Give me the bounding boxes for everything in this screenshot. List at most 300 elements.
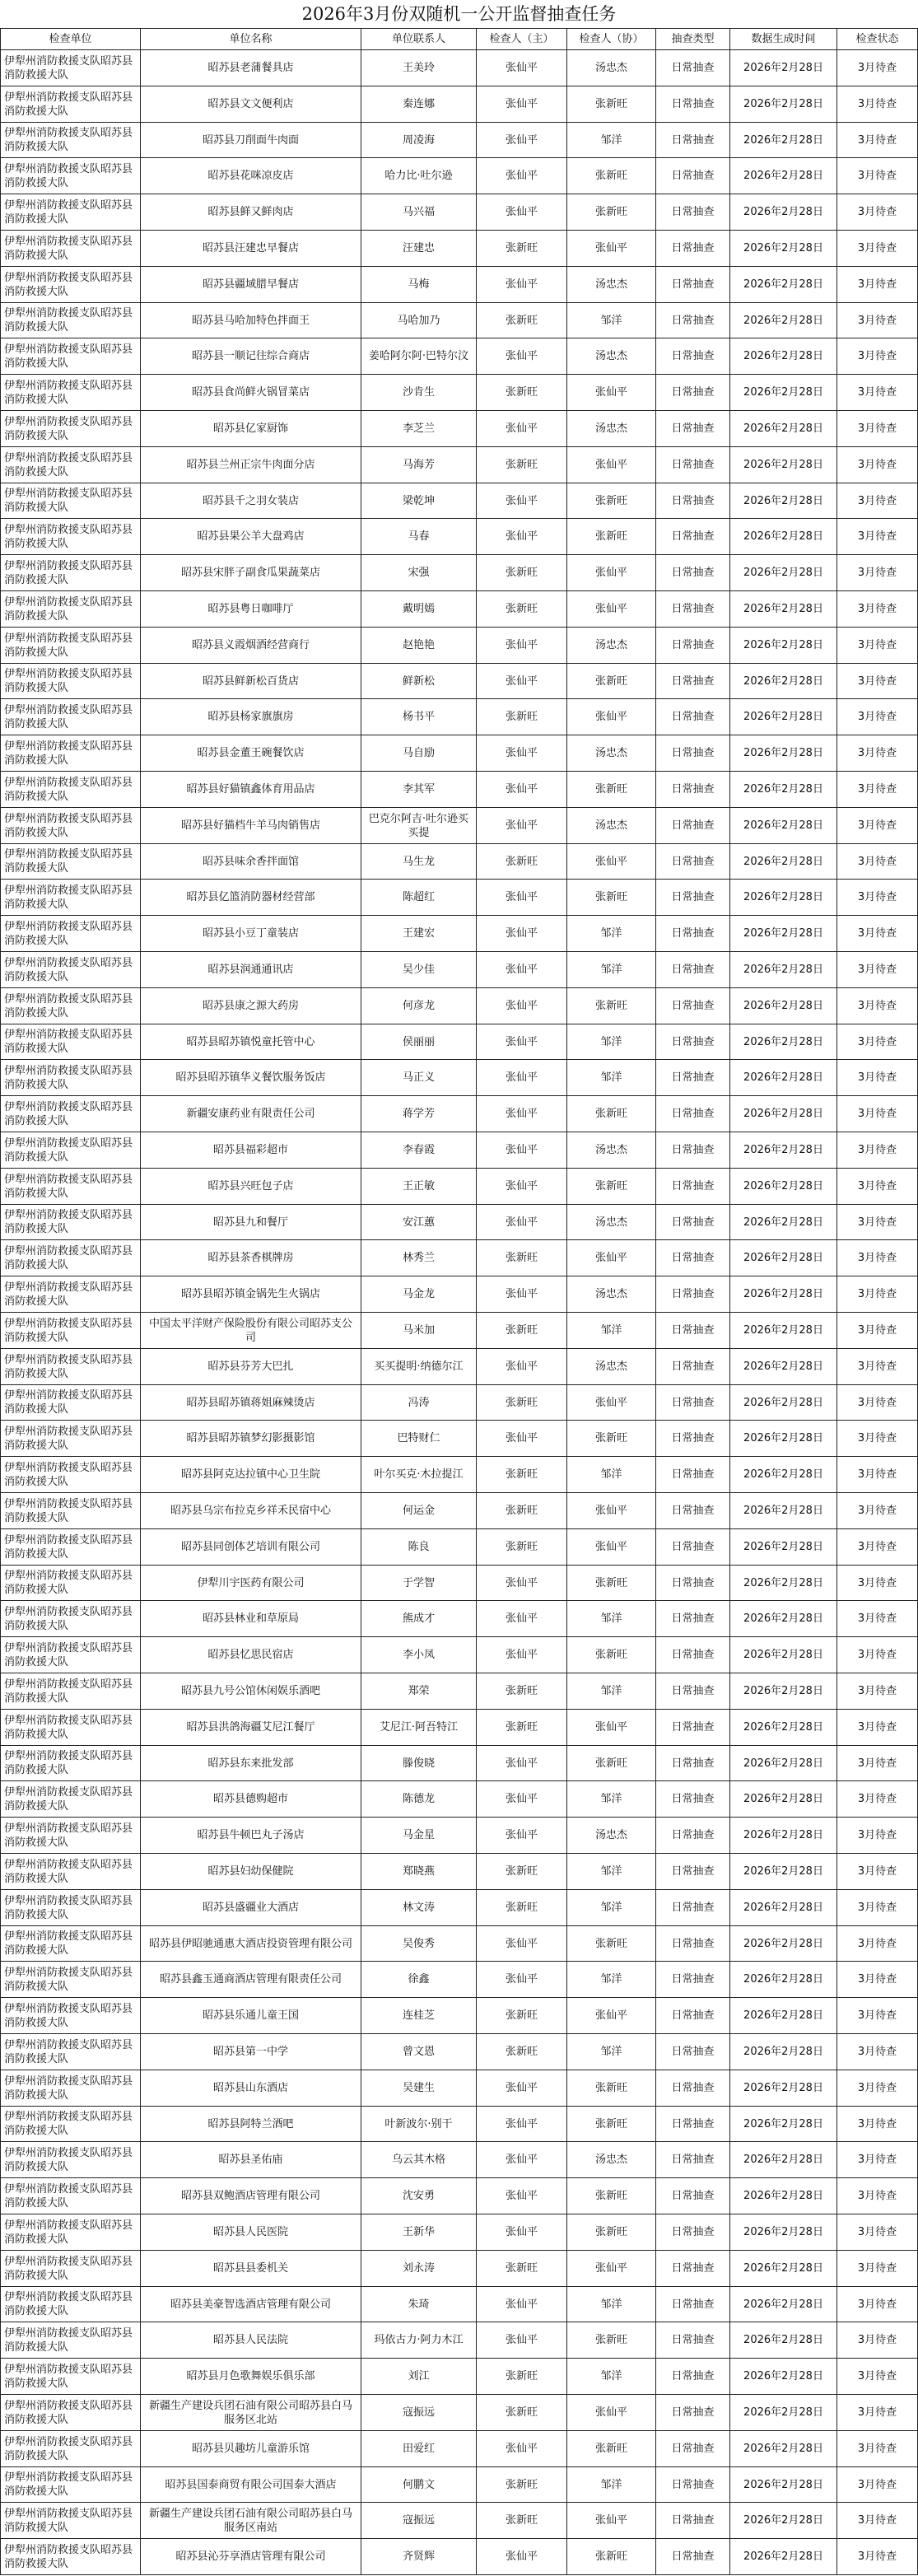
- company-name-cell: 昭苏县县委机关: [141, 2251, 361, 2287]
- company-name-cell: 昭苏县茶香棋牌房: [141, 1240, 361, 1276]
- lead-inspector-cell: 张新旺: [477, 1240, 567, 1276]
- table-row: [1, 1962, 918, 1998]
- contact-cell: 马自励: [361, 735, 477, 772]
- status-cell: 3月待查: [837, 880, 918, 916]
- lead-inspector-cell: 张仙平: [477, 1781, 567, 1818]
- lead-inspector-cell: 张新旺: [477, 1313, 567, 1349]
- lead-inspector-cell: 张仙平: [477, 267, 567, 303]
- table-row: [1, 1493, 918, 1529]
- table-row: [1, 1457, 918, 1493]
- generated-date-cell: 2026年2月28日: [730, 1240, 837, 1276]
- status-cell: 3月待查: [837, 952, 918, 988]
- assist-inspector-cell: 邹洋: [567, 2034, 656, 2070]
- inspection-unit-cell: 伊犁州消防救援支队昭苏县消防救援大队: [1, 1998, 141, 2034]
- status-cell: 3月待查: [837, 1493, 918, 1529]
- generated-date-cell: 2026年2月28日: [730, 591, 837, 628]
- generated-date-cell: 2026年2月28日: [730, 2070, 837, 2107]
- inspection-unit-cell: 伊犁州消防救援支队昭苏县消防救援大队: [1, 916, 141, 952]
- lead-inspector-cell: 张仙平: [477, 2322, 567, 2359]
- inspection-unit-cell: 伊犁州消防救援支队昭苏县消防救援大队: [1, 844, 141, 880]
- assist-inspector-cell: 张新旺: [567, 772, 656, 808]
- lead-inspector-cell: 张仙平: [477, 1566, 567, 1601]
- generated-date-cell: 2026年2月28日: [730, 1601, 837, 1637]
- assist-inspector-cell: 张新旺: [567, 2178, 656, 2214]
- company-name-cell: 昭苏县双鲍酒店管理有限公司: [141, 2178, 361, 2214]
- lead-inspector-cell: 张仙平: [477, 1349, 567, 1385]
- check-type-cell: 日常抽查: [656, 1349, 730, 1385]
- table-row: [1, 1024, 918, 1060]
- lead-inspector-cell: 张新旺: [477, 591, 567, 628]
- company-name-cell: 昭苏县伊昭驰通惠大酒店投资管理有限公司: [141, 1926, 361, 1962]
- contact-cell: 熊成才: [361, 1601, 477, 1637]
- lead-inspector-cell: 张仙平: [477, 1169, 567, 1205]
- lead-inspector-cell: 张新旺: [477, 1529, 567, 1566]
- check-type-cell: 日常抽查: [656, 1385, 730, 1421]
- status-cell: 3月待查: [837, 50, 918, 86]
- company-name-cell: 伊犁川宇医药有限公司: [141, 1566, 361, 1601]
- generated-date-cell: 2026年2月28日: [730, 1746, 837, 1781]
- lead-inspector-cell: 张新旺: [477, 1457, 567, 1493]
- contact-cell: 陈超红: [361, 880, 477, 916]
- table-row: [1, 916, 918, 952]
- status-cell: 3月待查: [837, 1457, 918, 1493]
- lead-inspector-cell: 张新旺: [477, 1890, 567, 1926]
- inspection-unit-cell: 伊犁州消防救援支队昭苏县消防救援大队: [1, 447, 141, 483]
- inspection-unit-cell: 伊犁州消防救援支队昭苏县消防救援大队: [1, 735, 141, 772]
- status-cell: 3月待查: [837, 2107, 918, 2142]
- check-type-cell: 日常抽查: [656, 1637, 730, 1673]
- generated-date-cell: 2026年2月28日: [730, 844, 837, 880]
- check-type-cell: 日常抽查: [656, 2467, 730, 2503]
- assist-inspector-cell: 邹洋: [567, 1890, 656, 1926]
- table-row: [1, 2359, 918, 2395]
- check-type-cell: 日常抽查: [656, 2034, 730, 2070]
- inspection-unit-cell: 伊犁州消防救援支队昭苏县消防救援大队: [1, 1673, 141, 1710]
- generated-date-cell: 2026年2月28日: [730, 808, 837, 844]
- status-cell: 3月待查: [837, 86, 918, 123]
- lead-inspector-cell: 张新旺: [477, 1493, 567, 1529]
- contact-cell: 何彦龙: [361, 988, 477, 1024]
- check-type-cell: 日常抽查: [656, 50, 730, 86]
- contact-cell: 何鹏文: [361, 2467, 477, 2503]
- company-name-cell: 昭苏县乌宗布拉克乡祥禾民宿中心: [141, 1493, 361, 1529]
- assist-inspector-cell: 邹洋: [567, 1457, 656, 1493]
- generated-date-cell: 2026年2月28日: [730, 1457, 837, 1493]
- check-type-cell: 日常抽查: [656, 1132, 730, 1169]
- company-name-cell: 昭苏县国泰商贸有限公司国泰大酒店: [141, 2467, 361, 2503]
- check-type-cell: 日常抽查: [656, 338, 730, 375]
- header-inspection-unit: 检查单位: [1, 29, 141, 50]
- assist-inspector-cell: 张仙平: [567, 2251, 656, 2287]
- status-cell: 3月待查: [837, 338, 918, 375]
- generated-date-cell: 2026年2月28日: [730, 2467, 837, 2503]
- lead-inspector-cell: 张新旺: [477, 1998, 567, 2034]
- lead-inspector-cell: 张仙平: [477, 2107, 567, 2142]
- table-row: [1, 2142, 918, 2178]
- generated-date-cell: 2026年2月28日: [730, 447, 837, 483]
- status-cell: 3月待查: [837, 2070, 918, 2107]
- assist-inspector-cell: 张仙平: [567, 375, 656, 411]
- generated-date-cell: 2026年2月28日: [730, 1890, 837, 1926]
- company-name-cell: 新疆安康药业有限责任公司: [141, 1096, 361, 1132]
- inspection-unit-cell: 伊犁州消防救援支队昭苏县消防救援大队: [1, 1132, 141, 1169]
- table-row: [1, 2287, 918, 2322]
- assist-inspector-cell: 邹洋: [567, 1060, 656, 1096]
- header-row: [1, 29, 918, 50]
- lead-inspector-cell: 张仙平: [477, 194, 567, 231]
- inspection-unit-cell: 伊犁州消防救援支队昭苏县消防救援大队: [1, 1746, 141, 1781]
- lead-inspector-cell: 张仙平: [477, 2539, 567, 2575]
- table-row: [1, 267, 918, 303]
- inspection-unit-cell: 伊犁州消防救援支队昭苏县消防救援大队: [1, 591, 141, 628]
- check-type-cell: 日常抽查: [656, 267, 730, 303]
- inspection-unit-cell: 伊犁州消防救援支队昭苏县消防救援大队: [1, 2322, 141, 2359]
- contact-cell: 于学智: [361, 1566, 477, 1601]
- assist-inspector-cell: 张仙平: [567, 844, 656, 880]
- lead-inspector-cell: 张仙平: [477, 916, 567, 952]
- contact-cell: 马兴福: [361, 194, 477, 231]
- check-type-cell: 日常抽查: [656, 699, 730, 735]
- inspection-unit-cell: 伊犁州消防救援支队昭苏县消防救援大队: [1, 2539, 141, 2575]
- contact-cell: 马生龙: [361, 844, 477, 880]
- contact-cell: 齐贤辉: [361, 2539, 477, 2575]
- generated-date-cell: 2026年2月28日: [730, 158, 837, 194]
- inspection-unit-cell: 伊犁州消防救援支队昭苏县消防救援大队: [1, 555, 141, 591]
- check-type-cell: 日常抽查: [656, 1818, 730, 1854]
- status-cell: 3月待查: [837, 231, 918, 267]
- check-type-cell: 日常抽查: [656, 86, 730, 123]
- generated-date-cell: 2026年2月28日: [730, 50, 837, 86]
- inspection-table-container: [0, 28, 917, 2574]
- generated-date-cell: 2026年2月28日: [730, 267, 837, 303]
- lead-inspector-cell: 张仙平: [477, 1060, 567, 1096]
- status-cell: 3月待查: [837, 303, 918, 338]
- company-name-cell: 昭苏县康之源大药房: [141, 988, 361, 1024]
- company-name-cell: 昭苏县沁芬享酒店管理有限公司: [141, 2539, 361, 2575]
- check-type-cell: 日常抽查: [656, 1060, 730, 1096]
- assist-inspector-cell: 张仙平: [567, 2395, 656, 2431]
- status-cell: 3月待查: [837, 2178, 918, 2214]
- assist-inspector-cell: 邹洋: [567, 2287, 656, 2322]
- assist-inspector-cell: 汤忠杰: [567, 808, 656, 844]
- status-cell: 3月待查: [837, 2431, 918, 2467]
- company-name-cell: 昭苏县第一中学: [141, 2034, 361, 2070]
- status-cell: 3月待查: [837, 555, 918, 591]
- table-row: [1, 591, 918, 628]
- check-type-cell: 日常抽查: [656, 2178, 730, 2214]
- contact-cell: 刘永涛: [361, 2251, 477, 2287]
- status-cell: 3月待查: [837, 2214, 918, 2251]
- check-type-cell: 日常抽查: [656, 808, 730, 844]
- status-cell: 3月待查: [837, 988, 918, 1024]
- company-name-cell: 昭苏县牛顿巴丸子汤店: [141, 1818, 361, 1854]
- contact-cell: 王正敏: [361, 1169, 477, 1205]
- contact-cell: 哈力比·吐尔逊: [361, 158, 477, 194]
- status-cell: 3月待查: [837, 1313, 918, 1349]
- generated-date-cell: 2026年2月28日: [730, 2107, 837, 2142]
- table-row: [1, 735, 918, 772]
- lead-inspector-cell: 张新旺: [477, 375, 567, 411]
- table-row: [1, 2034, 918, 2070]
- check-type-cell: 日常抽查: [656, 1746, 730, 1781]
- company-name-cell: 昭苏县鑫玉通商酒店管理有限责任公司: [141, 1962, 361, 1998]
- inspection-unit-cell: 伊犁州消防救援支队昭苏县消防救援大队: [1, 2359, 141, 2395]
- lead-inspector-cell: 张仙平: [477, 1132, 567, 1169]
- company-name-cell: 昭苏县食尚鲜火锅冒菜店: [141, 375, 361, 411]
- contact-cell: 玛依古力·阿力木江: [361, 2322, 477, 2359]
- company-name-cell: 昭苏县刀削面牛肉面: [141, 123, 361, 158]
- contact-cell: 巴克尔阿吉·吐尔逊买买提: [361, 808, 477, 844]
- contact-cell: 陈德龙: [361, 1781, 477, 1818]
- contact-cell: 巴特财仁: [361, 1421, 477, 1457]
- inspection-unit-cell: 伊犁州消防救援支队昭苏县消防救援大队: [1, 50, 141, 86]
- lead-inspector-cell: 张仙平: [477, 1024, 567, 1060]
- check-type-cell: 日常抽查: [656, 591, 730, 628]
- company-name-cell: 昭苏县阿克达拉镇中心卫生院: [141, 1457, 361, 1493]
- generated-date-cell: 2026年2月28日: [730, 86, 837, 123]
- assist-inspector-cell: 汤忠杰: [567, 338, 656, 375]
- status-cell: 3月待查: [837, 375, 918, 411]
- check-type-cell: 日常抽查: [656, 2503, 730, 2539]
- inspection-unit-cell: 伊犁州消防救援支队昭苏县消防救援大队: [1, 1276, 141, 1313]
- company-name-cell: 昭苏县福彩超市: [141, 1132, 361, 1169]
- assist-inspector-cell: 张新旺: [567, 2539, 656, 2575]
- company-name-cell: 昭苏县粤日咖啡厅: [141, 591, 361, 628]
- assist-inspector-cell: 张新旺: [567, 194, 656, 231]
- company-name-cell: 昭苏县洪鸽海疆艾尼江餐厅: [141, 1710, 361, 1746]
- inspection-unit-cell: 伊犁州消防救援支队昭苏县消防救援大队: [1, 375, 141, 411]
- contact-cell: 沙肯生: [361, 375, 477, 411]
- generated-date-cell: 2026年2月28日: [730, 1060, 837, 1096]
- check-type-cell: 日常抽查: [656, 1926, 730, 1962]
- inspection-unit-cell: 伊犁州消防救援支队昭苏县消防救援大队: [1, 2431, 141, 2467]
- generated-date-cell: 2026年2月28日: [730, 1096, 837, 1132]
- generated-date-cell: 2026年2月28日: [730, 2395, 837, 2431]
- contact-cell: 叶尔买克·木拉提江: [361, 1457, 477, 1493]
- contact-cell: 马米加: [361, 1313, 477, 1349]
- check-type-cell: 日常抽查: [656, 123, 730, 158]
- status-cell: 3月待查: [837, 123, 918, 158]
- assist-inspector-cell: 汤忠杰: [567, 735, 656, 772]
- table-row: [1, 483, 918, 519]
- check-type-cell: 日常抽查: [656, 2395, 730, 2431]
- check-type-cell: 日常抽查: [656, 1529, 730, 1566]
- status-cell: 3月待查: [837, 2503, 918, 2539]
- status-cell: 3月待查: [837, 1276, 918, 1313]
- contact-cell: 寇振远: [361, 2503, 477, 2539]
- table-row: [1, 1060, 918, 1096]
- contact-cell: 戴明嫣: [361, 591, 477, 628]
- assist-inspector-cell: 张新旺: [567, 1746, 656, 1781]
- assist-inspector-cell: 张新旺: [567, 664, 656, 699]
- lead-inspector-cell: 张仙平: [477, 158, 567, 194]
- inspection-unit-cell: 伊犁州消防救援支队昭苏县消防救援大队: [1, 808, 141, 844]
- check-type-cell: 日常抽查: [656, 1096, 730, 1132]
- table-row: [1, 1637, 918, 1673]
- table-row: [1, 303, 918, 338]
- status-cell: 3月待查: [837, 194, 918, 231]
- company-name-cell: 昭苏县林业和草原局: [141, 1601, 361, 1637]
- check-type-cell: 日常抽查: [656, 1276, 730, 1313]
- status-cell: 3月待查: [837, 1529, 918, 1566]
- status-cell: 3月待查: [837, 2034, 918, 2070]
- inspection-unit-cell: 伊犁州消防救援支队昭苏县消防救援大队: [1, 303, 141, 338]
- generated-date-cell: 2026年2月28日: [730, 303, 837, 338]
- assist-inspector-cell: 张新旺: [567, 86, 656, 123]
- assist-inspector-cell: 汤忠杰: [567, 1818, 656, 1854]
- inspection-unit-cell: 伊犁州消防救援支队昭苏县消防救援大队: [1, 1024, 141, 1060]
- generated-date-cell: 2026年2月28日: [730, 1276, 837, 1313]
- company-name-cell: 昭苏县义霞烟酒经营商行: [141, 628, 361, 664]
- generated-date-cell: 2026年2月28日: [730, 1781, 837, 1818]
- contact-cell: 马海芳: [361, 447, 477, 483]
- assist-inspector-cell: 张仙平: [567, 1240, 656, 1276]
- company-name-cell: 昭苏县兴旺包子店: [141, 1169, 361, 1205]
- contact-cell: 李其军: [361, 772, 477, 808]
- lead-inspector-cell: 张新旺: [477, 303, 567, 338]
- generated-date-cell: 2026年2月28日: [730, 519, 837, 555]
- table-row: [1, 1205, 918, 1240]
- status-cell: 3月待查: [837, 1349, 918, 1385]
- lead-inspector-cell: 张新旺: [477, 1854, 567, 1890]
- contact-cell: 汪建忠: [361, 231, 477, 267]
- check-type-cell: 日常抽查: [656, 231, 730, 267]
- check-type-cell: 日常抽查: [656, 2359, 730, 2395]
- check-type-cell: 日常抽查: [656, 1854, 730, 1890]
- company-name-cell: 昭苏县妇幼保健院: [141, 1854, 361, 1890]
- header-company-name: 单位名称: [141, 29, 361, 50]
- inspection-unit-cell: 伊犁州消防救援支队昭苏县消防救援大队: [1, 1060, 141, 1096]
- status-cell: 3月待查: [837, 158, 918, 194]
- status-cell: 3月待查: [837, 664, 918, 699]
- assist-inspector-cell: 张仙平: [567, 1998, 656, 2034]
- check-type-cell: 日常抽查: [656, 664, 730, 699]
- lead-inspector-cell: 张仙平: [477, 338, 567, 375]
- status-cell: 3月待查: [837, 1637, 918, 1673]
- lead-inspector-cell: 张仙平: [477, 2178, 567, 2214]
- lead-inspector-cell: 张仙平: [477, 2070, 567, 2107]
- contact-cell: 梁乾坤: [361, 483, 477, 519]
- assist-inspector-cell: 汤忠杰: [567, 628, 656, 664]
- inspection-unit-cell: 伊犁州消防救援支队昭苏县消防救援大队: [1, 519, 141, 555]
- table-row: [1, 2214, 918, 2251]
- company-name-cell: 昭苏县润通通讯店: [141, 952, 361, 988]
- check-type-cell: 日常抽查: [656, 2322, 730, 2359]
- inspection-unit-cell: 伊犁州消防救援支队昭苏县消防救援大队: [1, 628, 141, 664]
- generated-date-cell: 2026年2月28日: [730, 123, 837, 158]
- company-name-cell: 昭苏县盛疆业大酒店: [141, 1890, 361, 1926]
- assist-inspector-cell: 张新旺: [567, 1637, 656, 1673]
- check-type-cell: 日常抽查: [656, 916, 730, 952]
- lead-inspector-cell: 张仙平: [477, 1926, 567, 1962]
- check-type-cell: 日常抽查: [656, 1313, 730, 1349]
- contact-cell: 姜哈阿尔阿·巴特尔汶: [361, 338, 477, 375]
- lead-inspector-cell: 张仙平: [477, 988, 567, 1024]
- inspection-unit-cell: 伊犁州消防救援支队昭苏县消防救援大队: [1, 1457, 141, 1493]
- assist-inspector-cell: 张仙平: [567, 591, 656, 628]
- lead-inspector-cell: 张新旺: [477, 231, 567, 267]
- check-type-cell: 日常抽查: [656, 880, 730, 916]
- assist-inspector-cell: 张仙平: [567, 2503, 656, 2539]
- header-status: 检查状态: [837, 29, 918, 50]
- company-name-cell: 新疆生产建设兵团石油有限公司昭苏县白马服务区南站: [141, 2503, 361, 2539]
- generated-date-cell: 2026年2月28日: [730, 1854, 837, 1890]
- lead-inspector-cell: 张新旺: [477, 1673, 567, 1710]
- inspection-unit-cell: 伊犁州消防救援支队昭苏县消防救援大队: [1, 86, 141, 123]
- inspection-unit-cell: 伊犁州消防救援支队昭苏县消防救援大队: [1, 1096, 141, 1132]
- assist-inspector-cell: 汤忠杰: [567, 411, 656, 447]
- table-body: [1, 50, 918, 2575]
- check-type-cell: 日常抽查: [656, 1710, 730, 1746]
- generated-date-cell: 2026年2月28日: [730, 2359, 837, 2395]
- inspection-unit-cell: 伊犁州消防救援支队昭苏县消防救援大队: [1, 1205, 141, 1240]
- inspection-unit-cell: 伊犁州消防救援支队昭苏县消防救援大队: [1, 880, 141, 916]
- status-cell: 3月待查: [837, 2251, 918, 2287]
- generated-date-cell: 2026年2月28日: [730, 1205, 837, 1240]
- inspection-unit-cell: 伊犁州消防救援支队昭苏县消防救援大队: [1, 1818, 141, 1854]
- lead-inspector-cell: 张仙平: [477, 50, 567, 86]
- generated-date-cell: 2026年2月28日: [730, 1421, 837, 1457]
- lead-inspector-cell: 张仙平: [477, 628, 567, 664]
- generated-date-cell: 2026年2月28日: [730, 2503, 837, 2539]
- assist-inspector-cell: 邹洋: [567, 123, 656, 158]
- lead-inspector-cell: 张仙平: [477, 86, 567, 123]
- generated-date-cell: 2026年2月28日: [730, 1926, 837, 1962]
- contact-cell: 马春: [361, 519, 477, 555]
- company-name-cell: 昭苏县金董王碗餐饮店: [141, 735, 361, 772]
- inspection-table: [0, 28, 918, 2575]
- status-cell: 3月待查: [837, 1710, 918, 1746]
- contact-cell: 何运金: [361, 1493, 477, 1529]
- table-row: [1, 628, 918, 664]
- status-cell: 3月待查: [837, 591, 918, 628]
- status-cell: 3月待查: [837, 1240, 918, 1276]
- contact-cell: 安江蕙: [361, 1205, 477, 1240]
- table-row: [1, 2431, 918, 2467]
- table-row: [1, 2070, 918, 2107]
- inspection-unit-cell: 伊犁州消防救援支队昭苏县消防救援大队: [1, 1385, 141, 1421]
- table-row: [1, 1601, 918, 1637]
- company-name-cell: 昭苏县忆思民宿店: [141, 1637, 361, 1673]
- contact-cell: 曾文恩: [361, 2034, 477, 2070]
- contact-cell: 林秀兰: [361, 1240, 477, 1276]
- company-name-cell: 昭苏县汪建忠早餐店: [141, 231, 361, 267]
- assist-inspector-cell: 张新旺: [567, 158, 656, 194]
- table-row: [1, 1710, 918, 1746]
- lead-inspector-cell: 张新旺: [477, 844, 567, 880]
- check-type-cell: 日常抽查: [656, 375, 730, 411]
- generated-date-cell: 2026年2月28日: [730, 952, 837, 988]
- generated-date-cell: 2026年2月28日: [730, 1132, 837, 1169]
- company-name-cell: 昭苏县好猫档牛羊马肉销售店: [141, 808, 361, 844]
- company-name-cell: 新疆生产建设兵团石油有限公司昭苏县白马服务区北站: [141, 2395, 361, 2431]
- assist-inspector-cell: 张仙平: [567, 555, 656, 591]
- generated-date-cell: 2026年2月28日: [730, 699, 837, 735]
- generated-date-cell: 2026年2月28日: [730, 1637, 837, 1673]
- company-name-cell: 昭苏县昭苏镇悦童托管中心: [141, 1024, 361, 1060]
- lead-inspector-cell: 张仙平: [477, 735, 567, 772]
- contact-cell: 沈安勇: [361, 2178, 477, 2214]
- lead-inspector-cell: 张仙平: [477, 2142, 567, 2178]
- assist-inspector-cell: 张新旺: [567, 880, 656, 916]
- contact-cell: 宋强: [361, 555, 477, 591]
- company-name-cell: 昭苏县人民医院: [141, 2214, 361, 2251]
- table-row: [1, 844, 918, 880]
- company-name-cell: 昭苏县鲜又鲜肉店: [141, 194, 361, 231]
- status-cell: 3月待查: [837, 2395, 918, 2431]
- generated-date-cell: 2026年2月28日: [730, 2322, 837, 2359]
- contact-cell: 李春霞: [361, 1132, 477, 1169]
